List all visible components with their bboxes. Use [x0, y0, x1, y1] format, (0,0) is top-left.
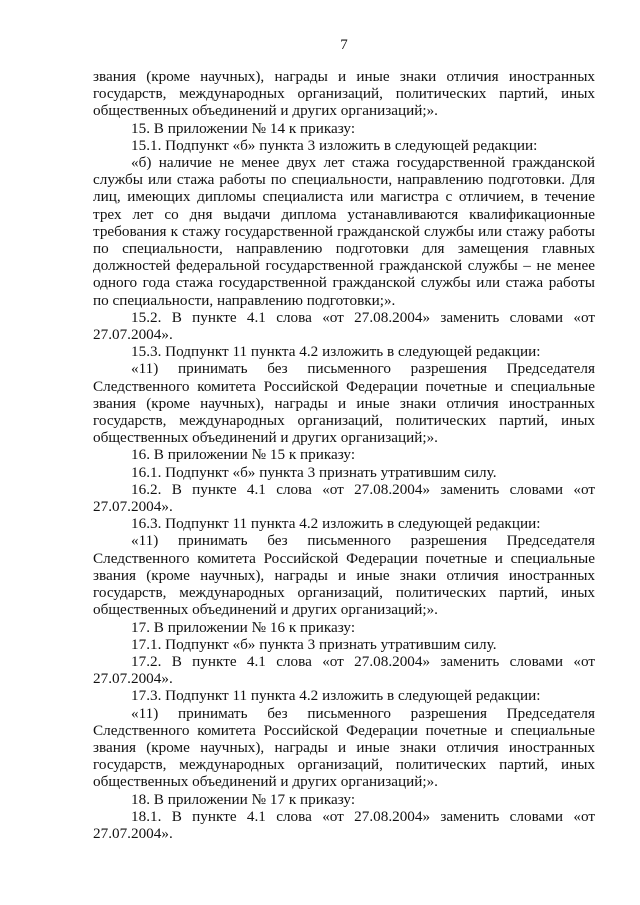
paragraph: 15.2. В пункте 4.1 слова «от 27.08.2004» заменить словами «от 27.07.2004».: [93, 308, 595, 344]
paragraph: 17.2. В пункте 4.1 слова «от 27.08.2004» заменить словами «от 27.07.2004».: [93, 652, 595, 688]
paragraph: 16.3. Подпункт 11 пункта 4.2 изложить в следующей редакции:: [131, 515, 541, 533]
paragraph: 17.1. Подпункт «б» пункта 3 признать утратившим силу.: [131, 635, 497, 653]
paragraph: «11) принимать без письменного разрешения Председателя Следственного комитета Российской Федерации почетные и специальные звания (кроме научных), награды и иные знаки отличия иностранных государств, международных организаций, политических партий, иных общественных объединений и других организаций;».: [93, 532, 595, 619]
document-body: [93, 68, 595, 842]
paragraph: «б) наличие не менее двух лет стажа государственной гражданской службы или стажа работы по специальности, направлению подготовки. Для лиц, имеющих дипломы специалиста или магистра с отличием, в течение трех лет со дня выдачи диплома устанавливаются квалификационные требования к стажу государственной гражданской службы или стажу работы по специальности, направлению подготовки для замещения главных должностей федеральной государственной гражданской службы – не менее одного года стажа государственной гражданской службы или стажа работы по специальности, направлению подготовки;».: [93, 154, 595, 309]
paragraph: 16.1. Подпункт «б» пункта 3 признать утратившим силу.: [131, 463, 497, 481]
paragraph: 15. В приложении № 14 к приказу:: [131, 119, 356, 137]
paragraph: 16.2. В пункте 4.1 слова «от 27.08.2004» заменить словами «от 27.07.2004».: [93, 480, 595, 516]
paragraph: 15.3. Подпункт 11 пункта 4.2 изложить в следующей редакции:: [131, 343, 541, 361]
paragraph: «11) принимать без письменного разрешения Председателя Следственного комитета Российской Федерации почетные и специальные звания (кроме научных), награды и иные знаки отличия иностранных государств, международных организаций, политических партий, иных общественных объединений и других организаций;».: [93, 704, 595, 791]
paragraph: 17.3. Подпункт 11 пункта 4.2 изложить в следующей редакции:: [131, 687, 541, 705]
paragraph: 18.1. В пункте 4.1 слова «от 27.08.2004» заменить словами «от 27.07.2004».: [93, 807, 595, 842]
paragraph: 16. В приложении № 15 к приказу:: [131, 446, 356, 464]
paragraph: 18. В приложении № 17 к приказу:: [131, 790, 356, 808]
page-number: 7: [340, 37, 348, 53]
paragraph: 17. В приложении № 16 к приказу:: [131, 618, 356, 636]
paragraph: «11) принимать без письменного разрешения Председателя Следственного комитета Российской Федерации почетные и специальные звания (кроме научных), награды и иные знаки отличия иностранных государств, международных организаций, политических партий, иных общественных объединений и других организаций;».: [93, 360, 595, 447]
paragraph: звания (кроме научных), награды и иные знаки отличия иностранных государств, международных организаций, политических партий, иных общественных объединений и других организаций;».: [93, 68, 595, 120]
paragraph: 15.1. Подпункт «б» пункта 3 изложить в следующей редакции:: [131, 136, 538, 154]
